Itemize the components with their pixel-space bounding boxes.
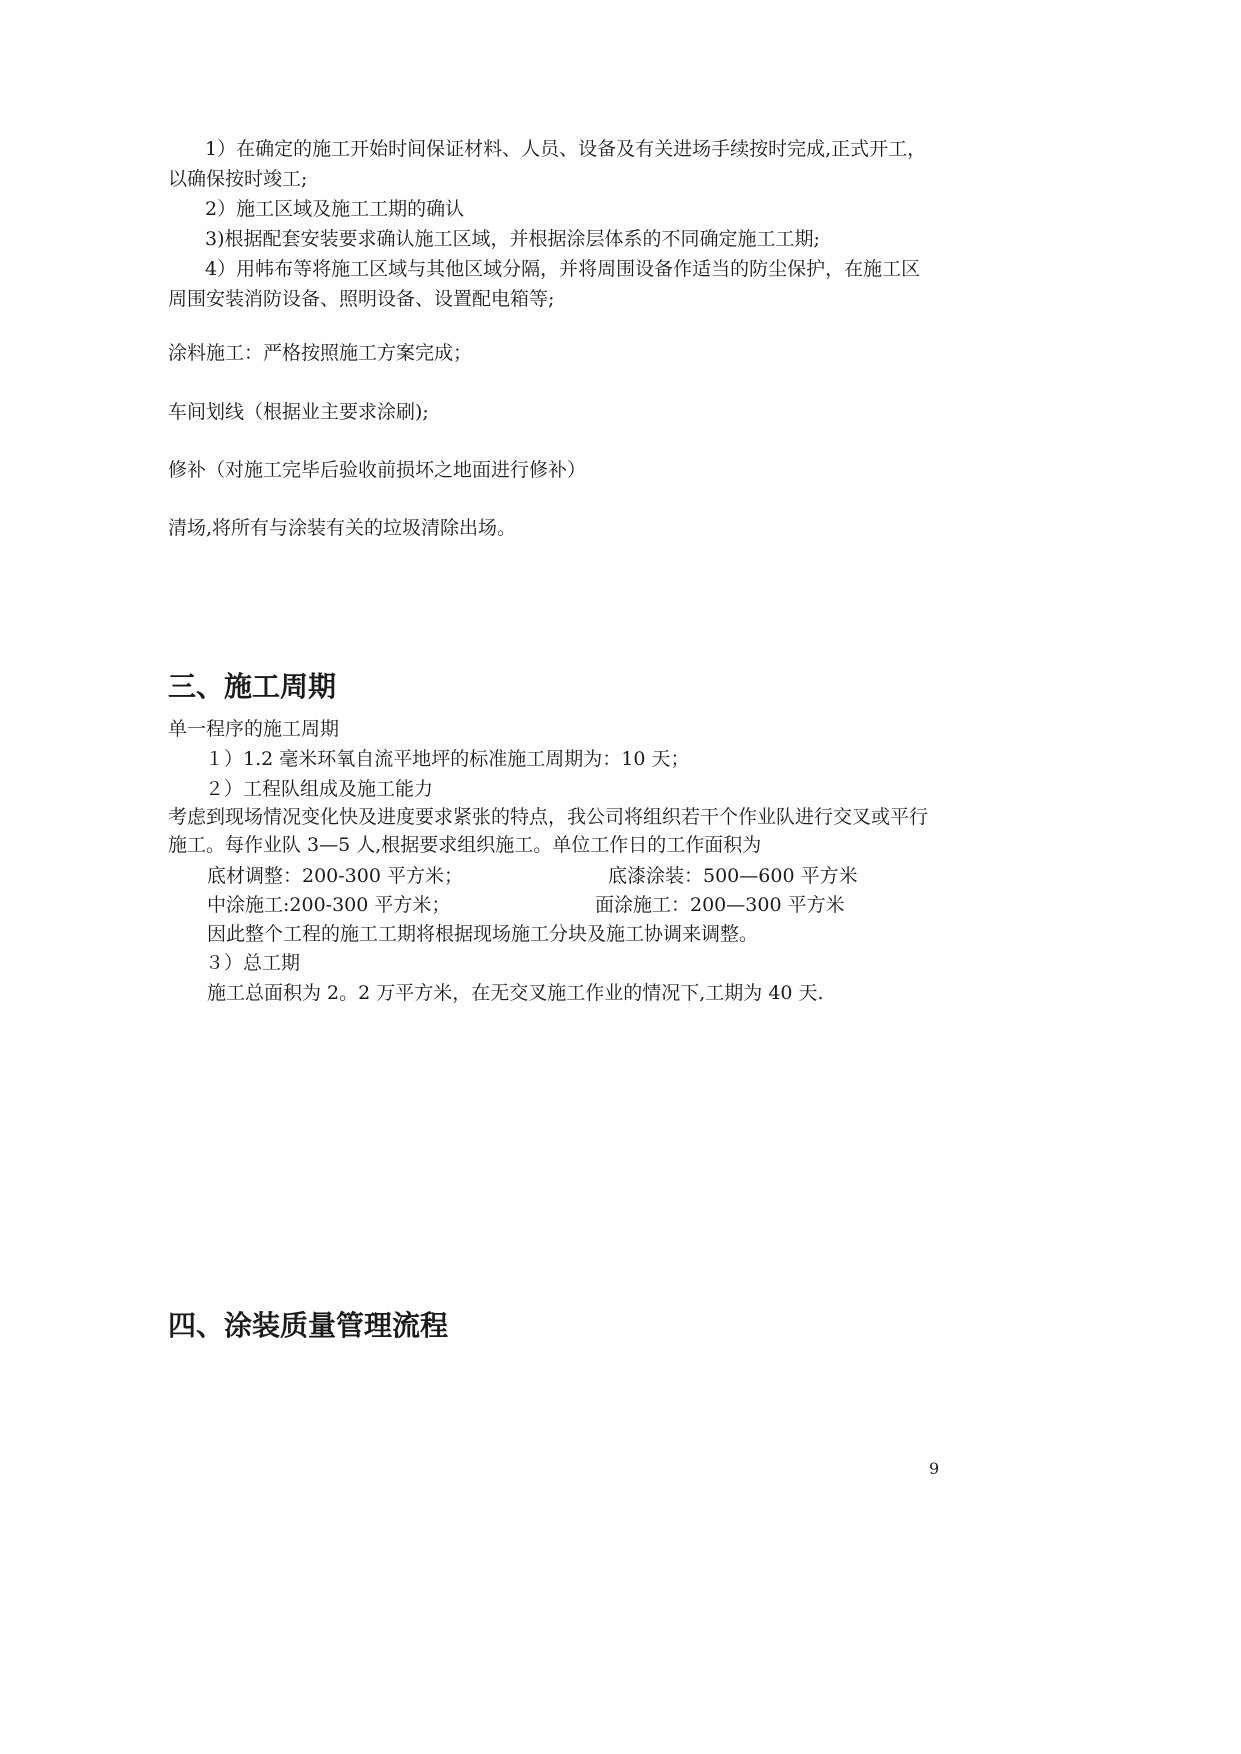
coating-step: 涂料施工：严格按照施工方案完成； (168, 342, 473, 364)
prep-item-3: 3)根据配套安装要求确认施工区域，并根据涂层体系的不同确定施工工期; (205, 228, 820, 250)
marking-step: 车间划线（根据业主要求涂刷); (168, 401, 429, 423)
repair-step: 修补（对施工完毕后验收前损坏之地面进行修补） (168, 459, 587, 481)
section-3-paragraph-line-1: 考虑到现场情况变化快及进度要求紧张的特点，我公司将组织若干个作业队进行交叉或平行 (168, 806, 929, 828)
cleanup-step: 清场,将所有与涂装有关的垃圾清除出场。 (168, 517, 517, 539)
total-duration: 施工总面积为 2。2 万平方米，在无交叉施工作业的情况下,工期为 40 天. (207, 982, 824, 1004)
page-number: 9 (929, 1459, 940, 1478)
rate-primer: 底漆涂装：500—600 平方米 (608, 865, 858, 887)
rate-mid-coat: 中涂施工:200-300 平方米； (207, 894, 451, 916)
prep-item-1-line-1: 1）在确定的施工开始时间保证材料、人员、设备及有关进场手续按时完成,正式开工， (205, 138, 927, 160)
section-3-item-1: １）1.2 毫米环氧自流平地坪的标准施工周期为：10 天； (205, 748, 690, 770)
section-3-item-3: ３）总工期 (205, 952, 301, 974)
section-3-subtitle: 单一程序的施工周期 (168, 718, 340, 740)
rate-base-adjust: 底材调整：200-300 平方米； (207, 865, 463, 887)
section-3-heading: 三、施工周期 (168, 670, 337, 703)
prep-item-2: 2）施工区域及施工工期的确认 (205, 198, 465, 220)
section-3-paragraph-line-2: 施工。每作业队 3—5 人,根据要求组织施工。单位工作日的工作面积为 (168, 834, 762, 856)
prep-item-4-line-2: 周围安装消防设备、照明设备、设置配电箱等; (168, 288, 555, 310)
prep-item-1-line-2: 以确保按时竣工; (168, 168, 308, 190)
section-4-heading: 四、涂装质量管理流程 (168, 1309, 449, 1342)
section-3-item-2: ２）工程队组成及施工能力 (205, 778, 434, 800)
rate-top-coat: 面涂施工：200—300 平方米 (595, 894, 845, 916)
adjustment-note: 因此整个工程的施工工期将根据现场施工分块及施工协调来调整。 (207, 923, 759, 945)
prep-item-4-line-1: 4）用帏布等将施工区域与其他区域分隔，并将周围设备作适当的防尘保护，在施工区 (205, 258, 921, 280)
